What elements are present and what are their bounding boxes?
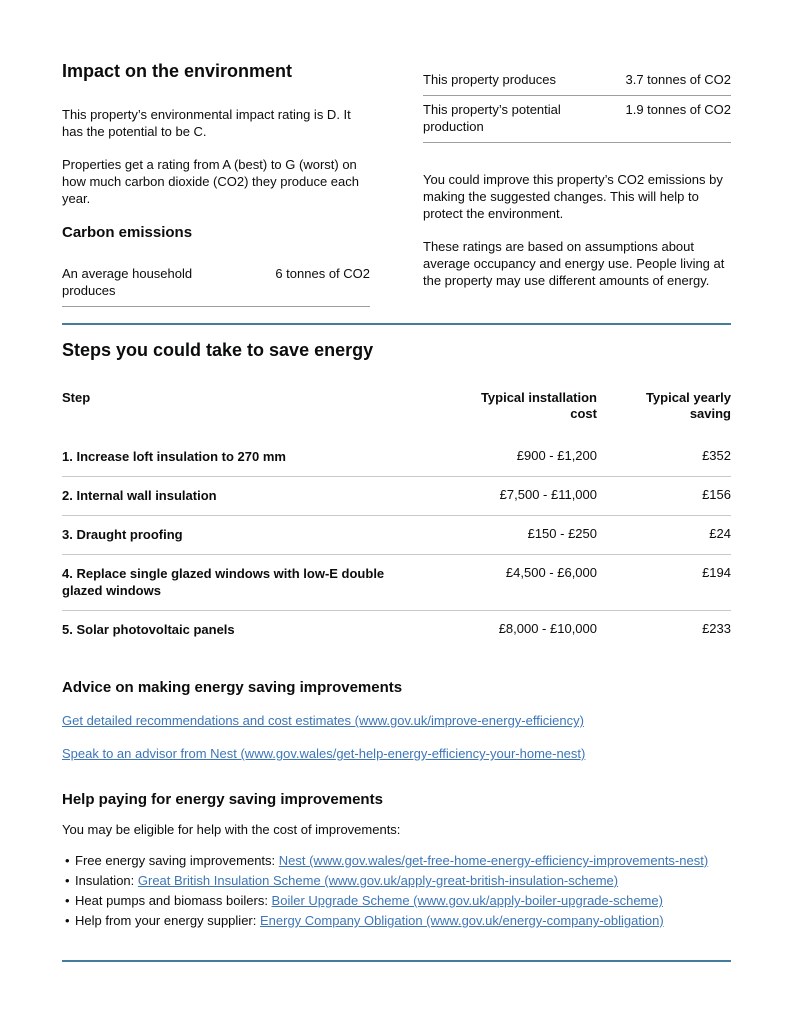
environment-section <box>62 60 731 307</box>
environment-section-title: Impact on the environment <box>62 61 293 81</box>
saving-cell: £24 <box>709 526 731 541</box>
rating-explainer-text: Properties get a rating from A (best) to G (worst) on how much carbon dioxide (CO2) they produce each year. <box>62 157 359 206</box>
table-row <box>62 438 731 476</box>
table-row <box>62 554 731 610</box>
help-subsection <box>62 790 731 929</box>
list-item <box>62 852 731 869</box>
bullet-icon: • <box>65 913 70 928</box>
property-produces-row <box>423 66 731 96</box>
item-text <box>75 852 708 869</box>
item-text <box>75 892 663 909</box>
property-produces-value: 3.7 tonnes of CO2 <box>625 72 731 87</box>
header-installation-cost: Typical installation cost <box>480 390 597 421</box>
bullet-icon: • <box>65 873 70 888</box>
bullet-icon: • <box>65 893 70 908</box>
environment-intro-text: This property’s environmental impact rating is D. It has the potential to be C. <box>62 107 351 139</box>
step-cell: 4. Replace single glazed windows with low-E double glazed windows <box>62 566 385 598</box>
section-divider <box>62 323 731 325</box>
average-household-row <box>62 260 370 307</box>
item-text <box>75 912 664 929</box>
item-prefix: Free energy saving improvements: <box>75 853 279 868</box>
average-household-value: 6 tonnes of CO2 <box>275 266 370 281</box>
nest-free-improvements-link[interactable]: Nest (www.gov.wales/get-free-home-energy-efficiency-improvements-nest) <box>278 853 709 868</box>
bottom-divider <box>62 960 731 962</box>
saving-cell: £156 <box>702 487 731 502</box>
table-row <box>62 610 731 649</box>
cost-cell: £150 - £250 <box>527 526 597 541</box>
potential-production-row <box>423 96 731 143</box>
property-produces-label: This property produces <box>423 72 556 87</box>
saving-cell: £194 <box>702 565 731 580</box>
cost-cell: £4,500 - £6,000 <box>505 565 597 580</box>
steps-section <box>62 339 731 962</box>
item-prefix: Help from your energy supplier: <box>75 913 260 928</box>
saving-cell: £352 <box>702 448 731 463</box>
header-yearly-saving: Typical yearly saving <box>645 390 731 421</box>
cost-cell: £7,500 - £11,000 <box>499 487 597 502</box>
saving-cell: £233 <box>702 621 731 636</box>
potential-production-label: This property’s potential production <box>423 102 561 134</box>
help-title: Help paying for energy saving improvements <box>62 791 383 808</box>
header-step: Step <box>62 390 91 405</box>
energy-company-obligation-link[interactable]: Energy Company Obligation (www.gov.uk/energy-company-obligation) <box>259 913 664 928</box>
environment-left-column <box>62 60 370 307</box>
step-cell: 1. Increase loft insulation to 270 mm <box>62 449 286 464</box>
improve-energy-efficiency-link[interactable]: Get detailed recommendations and cost estimates (www.gov.uk/improve-energy-efficiency) <box>62 713 584 728</box>
table-row <box>62 476 731 515</box>
list-item <box>62 892 731 909</box>
advice-title: Advice on making energy saving improvements <box>62 679 403 696</box>
steps-section-title: Steps you could take to save energy <box>62 340 374 360</box>
list-item <box>62 912 731 929</box>
average-household-table <box>62 260 370 307</box>
step-cell: 3. Draught proofing <box>62 527 183 542</box>
item-prefix: Heat pumps and biomass boilers: <box>75 893 272 908</box>
help-intro-text: You may be eligible for help with the cost of improvements: <box>62 822 401 837</box>
carbon-emissions-title: Carbon emissions <box>62 224 193 241</box>
table-row <box>62 515 731 554</box>
cost-cell: £8,000 - £10,000 <box>498 621 597 636</box>
bullet-icon: • <box>65 853 70 868</box>
environment-right-column <box>423 60 731 305</box>
great-british-insulation-scheme-link[interactable]: Great British Insulation Scheme (www.gov.uk/apply-great-british-insulation-scheme) <box>137 873 619 888</box>
nest-advisor-link[interactable]: Speak to an advisor from Nest (www.gov.wales/get-help-energy-efficiency-your-home-nest) <box>62 746 586 761</box>
step-cell: 5. Solar photovoltaic panels <box>62 622 235 637</box>
list-item <box>62 872 731 889</box>
item-text <box>75 872 618 889</box>
average-household-label: An average household produces <box>62 266 193 298</box>
property-emissions-table <box>423 66 731 143</box>
item-prefix: Insulation: <box>75 873 138 888</box>
cost-cell: £900 - £1,200 <box>516 448 597 463</box>
assumptions-note-text: These ratings are based on assumptions about average occupancy and energy use. People living at the property may use different amounts of energy. <box>423 239 725 288</box>
potential-production-value: 1.9 tonnes of CO2 <box>625 102 731 117</box>
steps-table-header <box>62 390 731 438</box>
improve-note-text: You could improve this property’s CO2 emissions by making the suggested changes. This will help to protect the environment. <box>423 172 723 221</box>
steps-table <box>62 390 731 649</box>
help-list <box>62 852 731 929</box>
boiler-upgrade-scheme-link[interactable]: Boiler Upgrade Scheme (www.gov.uk/apply-boiler-upgrade-scheme) <box>271 893 663 908</box>
advice-subsection <box>62 678 731 763</box>
step-cell: 2. Internal wall insulation <box>62 488 217 503</box>
